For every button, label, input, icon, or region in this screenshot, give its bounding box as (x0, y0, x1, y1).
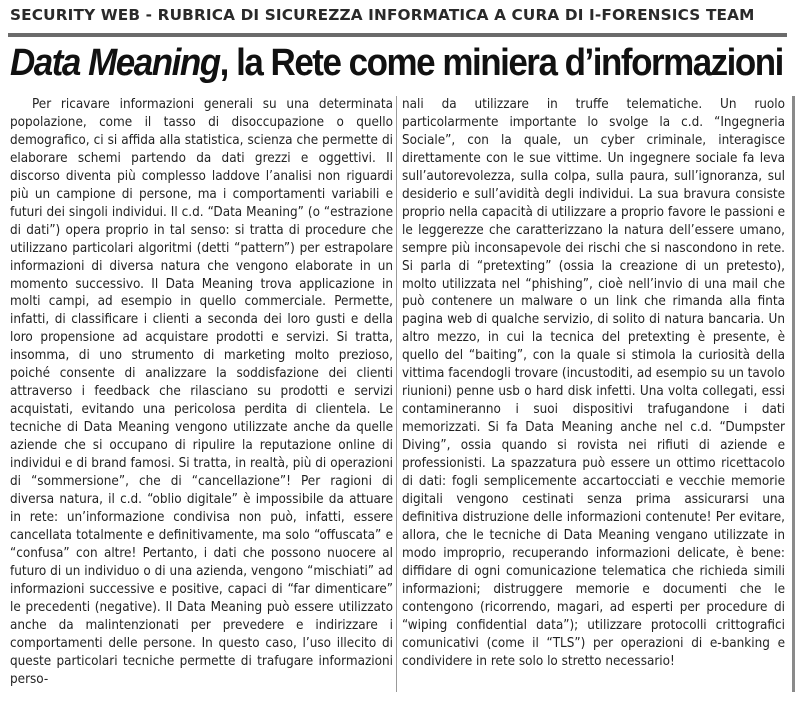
column-divider (396, 96, 397, 692)
article-column-left: Per ricavare informazioni generali su una determinata popolazione, come il tasso di disoccupazione o quello demografico, ci si affida alla statistica, scienza che permette di elaborare schemi partendo da dati grezzi e oggettivi. Il discorso diventa più complesso laddove l’analisi non riguardi più un campione di persone, ma i comportamenti variabili e futuri dei singoli individui. Il c.d. “Data Meaning” (o “estrazione di dati”) opera proprio in tal senso: si tratta di procedure che utilizzano particolari algoritmi (detti “pattern”) per estrapolare informazioni di diversa natura che vengono elaborate in un momento successivo. Il Data Meaning trova applicazione in molti campi, ad esempio in quello commerciale. Permette, infatti, di classificare i clienti a seconda dei loro gusti e della loro propensione ad acquistare prodotti e servizi. Si tratta, insomma, di uno strumento di marketing molto prezioso, poiché consente di analizzare la soddisfazione dei clienti attraverso i feedback che rilasciano su prodotti e servizi acquistati, evitando una pericolosa perdita di clientela. Le tecniche di Data Meaning vengono utilizzate anche da quelle aziende che si occupano di ripulire la reputazione online di individui e di brand famosi. Si tratta, in realtà, più di operazioni di “sommersione”, che di “cancellazione”! Per ragioni di diversa natura, il c.d. “oblio digitale” è impossibile da attuare in rete: un’informazione condivisa non può, infatti, essere cancellata totalmente e definitivamente, ma solo “offuscata” e “confusa” con altre! Pertanto, i dati che possono nuocere al futuro di un individuo o di una azienda, vengono “mischiati” ad informazioni successive e positive, capaci di “far dimenticare” le precedenti (negative). Il Data Meaning può essere utilizzato anche da malintenzionati per prevedere e indirizzare i comportamenti delle persone. In questo caso, l’uso illecito di queste particolari tecniche permette di trafugare informazioni perso- (10, 97, 393, 687)
section-rubric: SECURITY WEB - RUBRICA DI SICUREZZA INFORMATICA A CURA DI I-FORENSICS TEAM (10, 6, 755, 24)
article-headline (10, 40, 783, 86)
headline-italic-part: Data Meaning (10, 42, 220, 84)
article-column-right: nali da utilizzare in truffe telematiche. Un ruolo particolarmente importante lo svolge la c.d. “Ingegneria Sociale”, con la quale, un cyber criminale, interagisce direttamente con le sue vittime. Un ingegnere sociale fa leva sull’autorevolezza, sulla colpa, sulla paura, sull’ignoranza, sul desiderio e sull’avidità degli individui. La sua bravura consiste proprio nella capacità di utilizzare a proprio favore le passioni e le leggerezze che caratterizzano la natura dell’essere umano, sempre più inconsapevole dei rischi che si nascondono in rete. Si parla di “pretexting” (ossia la creazione di un pretesto), molto utilizzata nel “phishing”, cioè nell’invio di una mail che può contenere un malware o un link che rimanda alla finta pagina web di qualche servizio, di solito di natura bancaria. Un altro mezzo, in cui la tecnica del pretexting è presente, è quello del “baiting”, con la quale si stimola la curiosità della vittima facendogli trovare (incustoditi, ad esempio su un tavolo riunioni) penne usb o hard disk infetti. Una volta collegati, essi contamineranno i suoi dispositivi trafugandone i dati memorizzati. Si fa Data Meaning anche nel c.d. “Dumpster Diving”, ossia quando si rovista nei rifiuti di aziende e professionisti. La spazzatura può essere un ottimo ricettacolo di dati: fogli semplicemente accartocciati e vecchie memorie digitali vengono cestinati senza prima assicurarsi una definitiva distruzione delle informazioni contenute! Per evitare, allora, che le tecniche di Data Meaning vengano utilizzate in modo improprio, recuperando informazioni delicate, è bene: diffidare di ogni comunicazione telematica che richieda simili informazioni; distruggere memorie e documenti che le contengono (ricorrendo, magari, ad esperti per procedure di “wiping confidential data”); utilizzare protocolli crittografici comunicativi (come il “TLS”) per operazioni di e-banking e condividere in rete solo lo stretto necessario! (402, 97, 785, 669)
headline-rest: , la Rete come miniera d’informazioni (219, 42, 783, 84)
header-rule (8, 33, 787, 37)
